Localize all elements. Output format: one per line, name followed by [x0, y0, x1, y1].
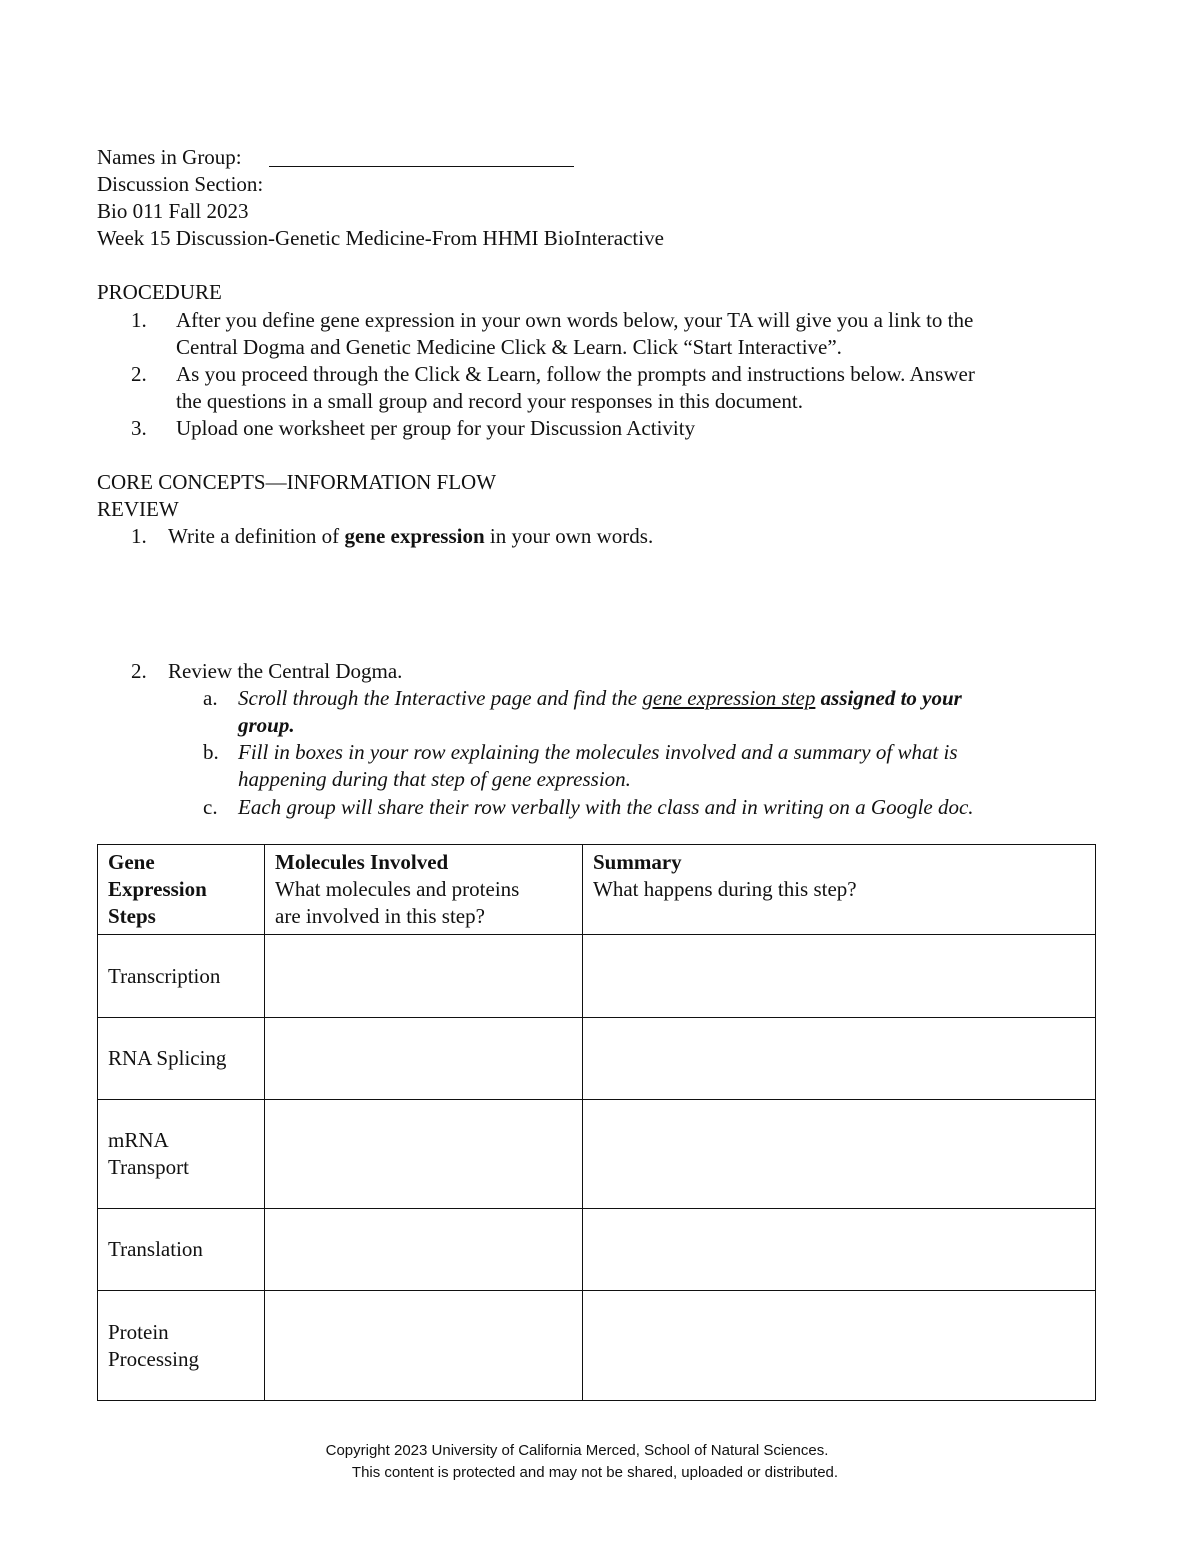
molecules-cell[interactable]: [265, 935, 583, 1018]
header-summary: [583, 845, 1096, 935]
step-label: Transcription: [108, 963, 221, 988]
question-1-num: 1.: [131, 524, 147, 548]
sub-b-line-2: happening during that step of gene expression.: [238, 767, 631, 791]
procedure-num-2: 2.: [131, 362, 147, 386]
names-in-group: [97, 144, 574, 171]
table-row: [98, 1100, 1096, 1209]
step-label: mRNA: [108, 1128, 169, 1152]
header-molecules: [265, 845, 583, 935]
names-label: Names in Group:: [97, 145, 242, 169]
question-2-num: 2.: [131, 659, 147, 683]
question-1-bold: gene expression: [344, 524, 485, 548]
procedure-num-3: 3.: [131, 416, 147, 440]
question-2: Review the Central Dogma.: [168, 659, 403, 683]
table-row: [98, 1018, 1096, 1100]
step-label: Translation: [108, 1237, 203, 1261]
table-row: [98, 1209, 1096, 1291]
header-molecules-sub-1: What molecules and proteins: [275, 877, 520, 901]
procedure-num-1: 1.: [131, 308, 147, 332]
header-steps-line-2: Expression: [108, 877, 207, 901]
procedure-item-1-line-1: After you define gene expression in your own words below, your TA will give you a link to the: [176, 308, 974, 332]
course-label: Bio 011 Fall 2023: [97, 199, 249, 223]
review-heading: REVIEW: [97, 497, 179, 521]
summary-cell[interactable]: [583, 1100, 1096, 1209]
sub-c-text: Each group will share their row verbally with the class and in writing on a Google doc.: [238, 795, 974, 819]
procedure-heading: PROCEDURE: [97, 280, 222, 304]
procedure-item-2-line-1: As you proceed through the Click & Learn, follow the prompts and instructions below. Answer: [176, 362, 975, 386]
discussion-section-label: Discussion Section:: [97, 172, 264, 196]
molecules-cell[interactable]: [265, 1291, 583, 1401]
header-molecules-title: Molecules Involved: [275, 850, 449, 874]
molecules-cell[interactable]: [265, 1018, 583, 1100]
sub-a-line-1: [238, 685, 962, 712]
header-steps-line-1: Gene: [108, 850, 155, 874]
copyright-line-2: This content is protected and may not be shared, uploaded or distributed.: [351, 1464, 839, 1481]
molecules-cell[interactable]: [265, 1209, 583, 1291]
core-concepts-heading: CORE CONCEPTS—INFORMATION FLOW: [97, 470, 497, 494]
table-row: [98, 935, 1096, 1018]
sub-b-line-1: Fill in boxes in your row explaining the molecules involved and a summary of what is: [238, 740, 958, 764]
summary-cell[interactable]: [583, 1018, 1096, 1100]
question-1-post: in your own words.: [484, 524, 654, 548]
sub-c-letter: c.: [203, 795, 218, 819]
step-translation: [98, 1209, 265, 1291]
molecules-cell[interactable]: [265, 1100, 583, 1209]
names-blank-line[interactable]: [269, 144, 574, 167]
step-label-line-2: Processing: [108, 1346, 199, 1371]
summary-cell[interactable]: [583, 1291, 1096, 1401]
step-label-line-2: Transport: [108, 1155, 189, 1179]
step-mrna-transport: [98, 1100, 265, 1209]
step-label: RNA Splicing: [108, 1046, 227, 1070]
header-molecules-sub-2: are involved in this step?: [275, 904, 485, 928]
procedure-item-3-line-1: Upload one worksheet per group for your Discussion Activity: [176, 416, 696, 440]
header-summary-sub: What happens during this step?: [593, 877, 857, 901]
question-1: [168, 523, 653, 550]
step-transcription: [98, 935, 265, 1018]
procedure-item-2-line-2: the questions in a small group and record your responses in this document.: [176, 389, 803, 413]
sub-a-bold-1: assigned to your: [815, 686, 962, 710]
page-title: Week 15 Discussion-Genetic Medicine-From HHMI BioInteractive: [97, 226, 664, 250]
sub-b-letter: b.: [203, 740, 219, 764]
header-steps: [98, 845, 265, 935]
table-header-row: [98, 845, 1096, 935]
gene-expression-table: [97, 844, 1096, 1401]
sub-a-letter: a.: [203, 686, 218, 710]
header-summary-title: Summary: [593, 850, 682, 874]
sub-a-pre: Scroll through the Interactive page and find the: [238, 686, 643, 710]
procedure-item-1-line-2: Central Dogma and Genetic Medicine Click & Learn. Click “Start Interactive”.: [176, 335, 842, 359]
sub-a-underline: gene expression step: [642, 686, 816, 710]
table-row: [98, 1291, 1096, 1401]
question-1-pre: Write a definition of: [168, 524, 345, 548]
sub-a-bold-2: group.: [238, 713, 295, 737]
header-steps-line-3: Steps: [108, 904, 156, 928]
copyright-line-1: Copyright 2023 University of California Merced, School of Natural Sciences.: [325, 1442, 829, 1459]
step-label: Protein: [108, 1319, 169, 1344]
step-protein-processing: [98, 1291, 265, 1401]
summary-cell[interactable]: [583, 1209, 1096, 1291]
summary-cell[interactable]: [583, 935, 1096, 1018]
step-rna-splicing: [98, 1018, 265, 1100]
